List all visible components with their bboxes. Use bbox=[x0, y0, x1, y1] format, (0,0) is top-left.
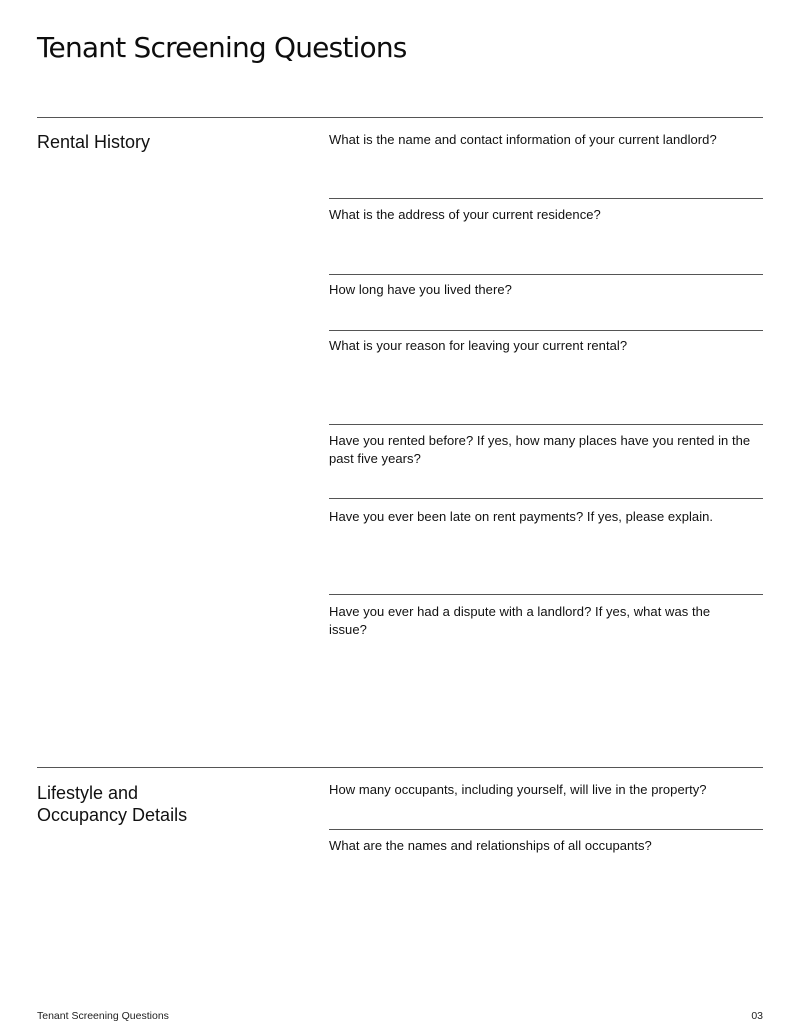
section-divider bbox=[37, 117, 763, 118]
question-text: How long have you lived there? bbox=[329, 282, 512, 297]
question-text: What is the name and contact information of your current landlord? bbox=[329, 132, 717, 147]
answer-line bbox=[329, 424, 763, 425]
question-text: What is the address of your current residence? bbox=[329, 207, 601, 222]
answer-line bbox=[329, 330, 763, 331]
question-item bbox=[329, 206, 763, 224]
question-item bbox=[329, 432, 763, 467]
page-number: 03 bbox=[751, 1010, 763, 1022]
question-text: What is your reason for leaving your current rental? bbox=[329, 338, 628, 353]
answer-line bbox=[329, 594, 763, 595]
question-item bbox=[329, 281, 763, 299]
section-heading-lifestyle-occupancy bbox=[37, 782, 287, 826]
section-heading-line: Lifestyle and bbox=[37, 783, 139, 803]
page-title: Tenant Screening Questions bbox=[37, 31, 407, 64]
section-divider bbox=[37, 767, 763, 768]
answer-line bbox=[329, 829, 763, 830]
footer-title: Tenant Screening Questions bbox=[37, 1010, 169, 1022]
answer-line bbox=[329, 274, 763, 275]
question-text: What are the names and relationships of all occupants? bbox=[329, 838, 652, 853]
question-item bbox=[329, 508, 763, 526]
question-text: Have you rented before? If yes, how many places have you rented in the past five years? bbox=[329, 433, 751, 466]
question-text: Have you ever been late on rent payments? If yes, please explain. bbox=[329, 509, 714, 524]
question-item bbox=[329, 837, 763, 855]
section-heading-rental-history: Rental History bbox=[37, 132, 151, 152]
question-item bbox=[329, 337, 763, 355]
question-item bbox=[329, 603, 763, 638]
section-heading-line: Occupancy Details bbox=[37, 805, 188, 825]
answer-line bbox=[329, 498, 763, 499]
question-text: How many occupants, including yourself, will live in the property? bbox=[329, 782, 707, 797]
question-item bbox=[329, 781, 763, 799]
question-item bbox=[329, 131, 763, 149]
answer-line bbox=[329, 198, 763, 199]
question-text: Have you ever had a dispute with a landlord? If yes, what was the issue? bbox=[329, 604, 711, 637]
